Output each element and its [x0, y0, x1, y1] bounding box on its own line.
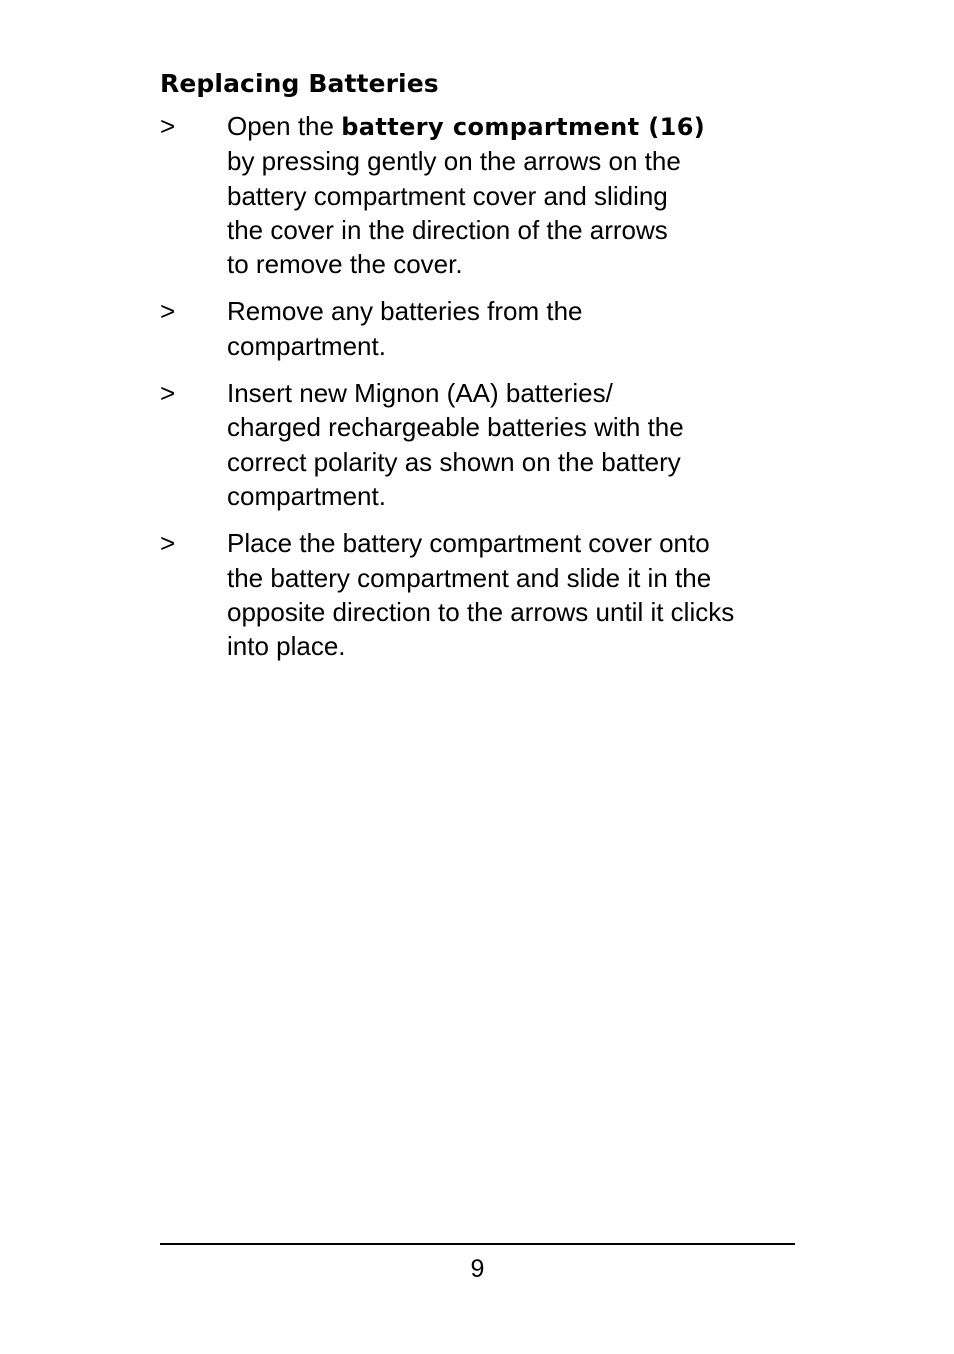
step-text: [227, 526, 800, 663]
text-line: [227, 109, 800, 144]
list-item: [160, 526, 800, 663]
text-line: compartment.: [227, 480, 386, 511]
text-line: Place the battery compartment cover onto: [227, 528, 710, 559]
text-line: compartment.: [227, 330, 386, 361]
list-item: [160, 376, 800, 513]
section-heading: Replacing Batteries: [160, 69, 439, 98]
text-line: charged rechargeable batteries with the: [227, 412, 684, 443]
list-marker: >: [160, 296, 176, 327]
text-line: the cover in the direction of the arrows: [227, 214, 668, 245]
text-line: to remove the cover.: [227, 249, 463, 280]
list-item: [160, 109, 800, 281]
list-marker: >: [160, 528, 176, 559]
step-text: [227, 376, 800, 513]
list-item: [160, 294, 800, 363]
text-line: battery compartment cover and sliding: [227, 180, 668, 211]
page-number: 9: [470, 1255, 485, 1283]
list-marker: >: [160, 378, 176, 409]
text-line: the battery compartment and slide it in the: [227, 562, 712, 593]
instruction-list: [160, 109, 800, 676]
list-marker: >: [160, 111, 176, 141]
text-line: Insert new Mignon (AA) batteries/: [227, 378, 613, 409]
text-line: by pressing gently on the arrows on the: [227, 146, 681, 177]
step-text: [227, 109, 800, 281]
text-run: Open the: [227, 111, 342, 141]
component-reference: battery compartment (16): [341, 113, 706, 141]
text-line: Remove any batteries from the: [227, 296, 583, 327]
footer-divider: [160, 1243, 795, 1245]
text-line: into place.: [227, 631, 346, 662]
step-text: [227, 294, 800, 363]
text-line: correct polarity as shown on the battery: [227, 446, 681, 477]
text-line: opposite direction to the arrows until it clicks: [227, 596, 735, 627]
